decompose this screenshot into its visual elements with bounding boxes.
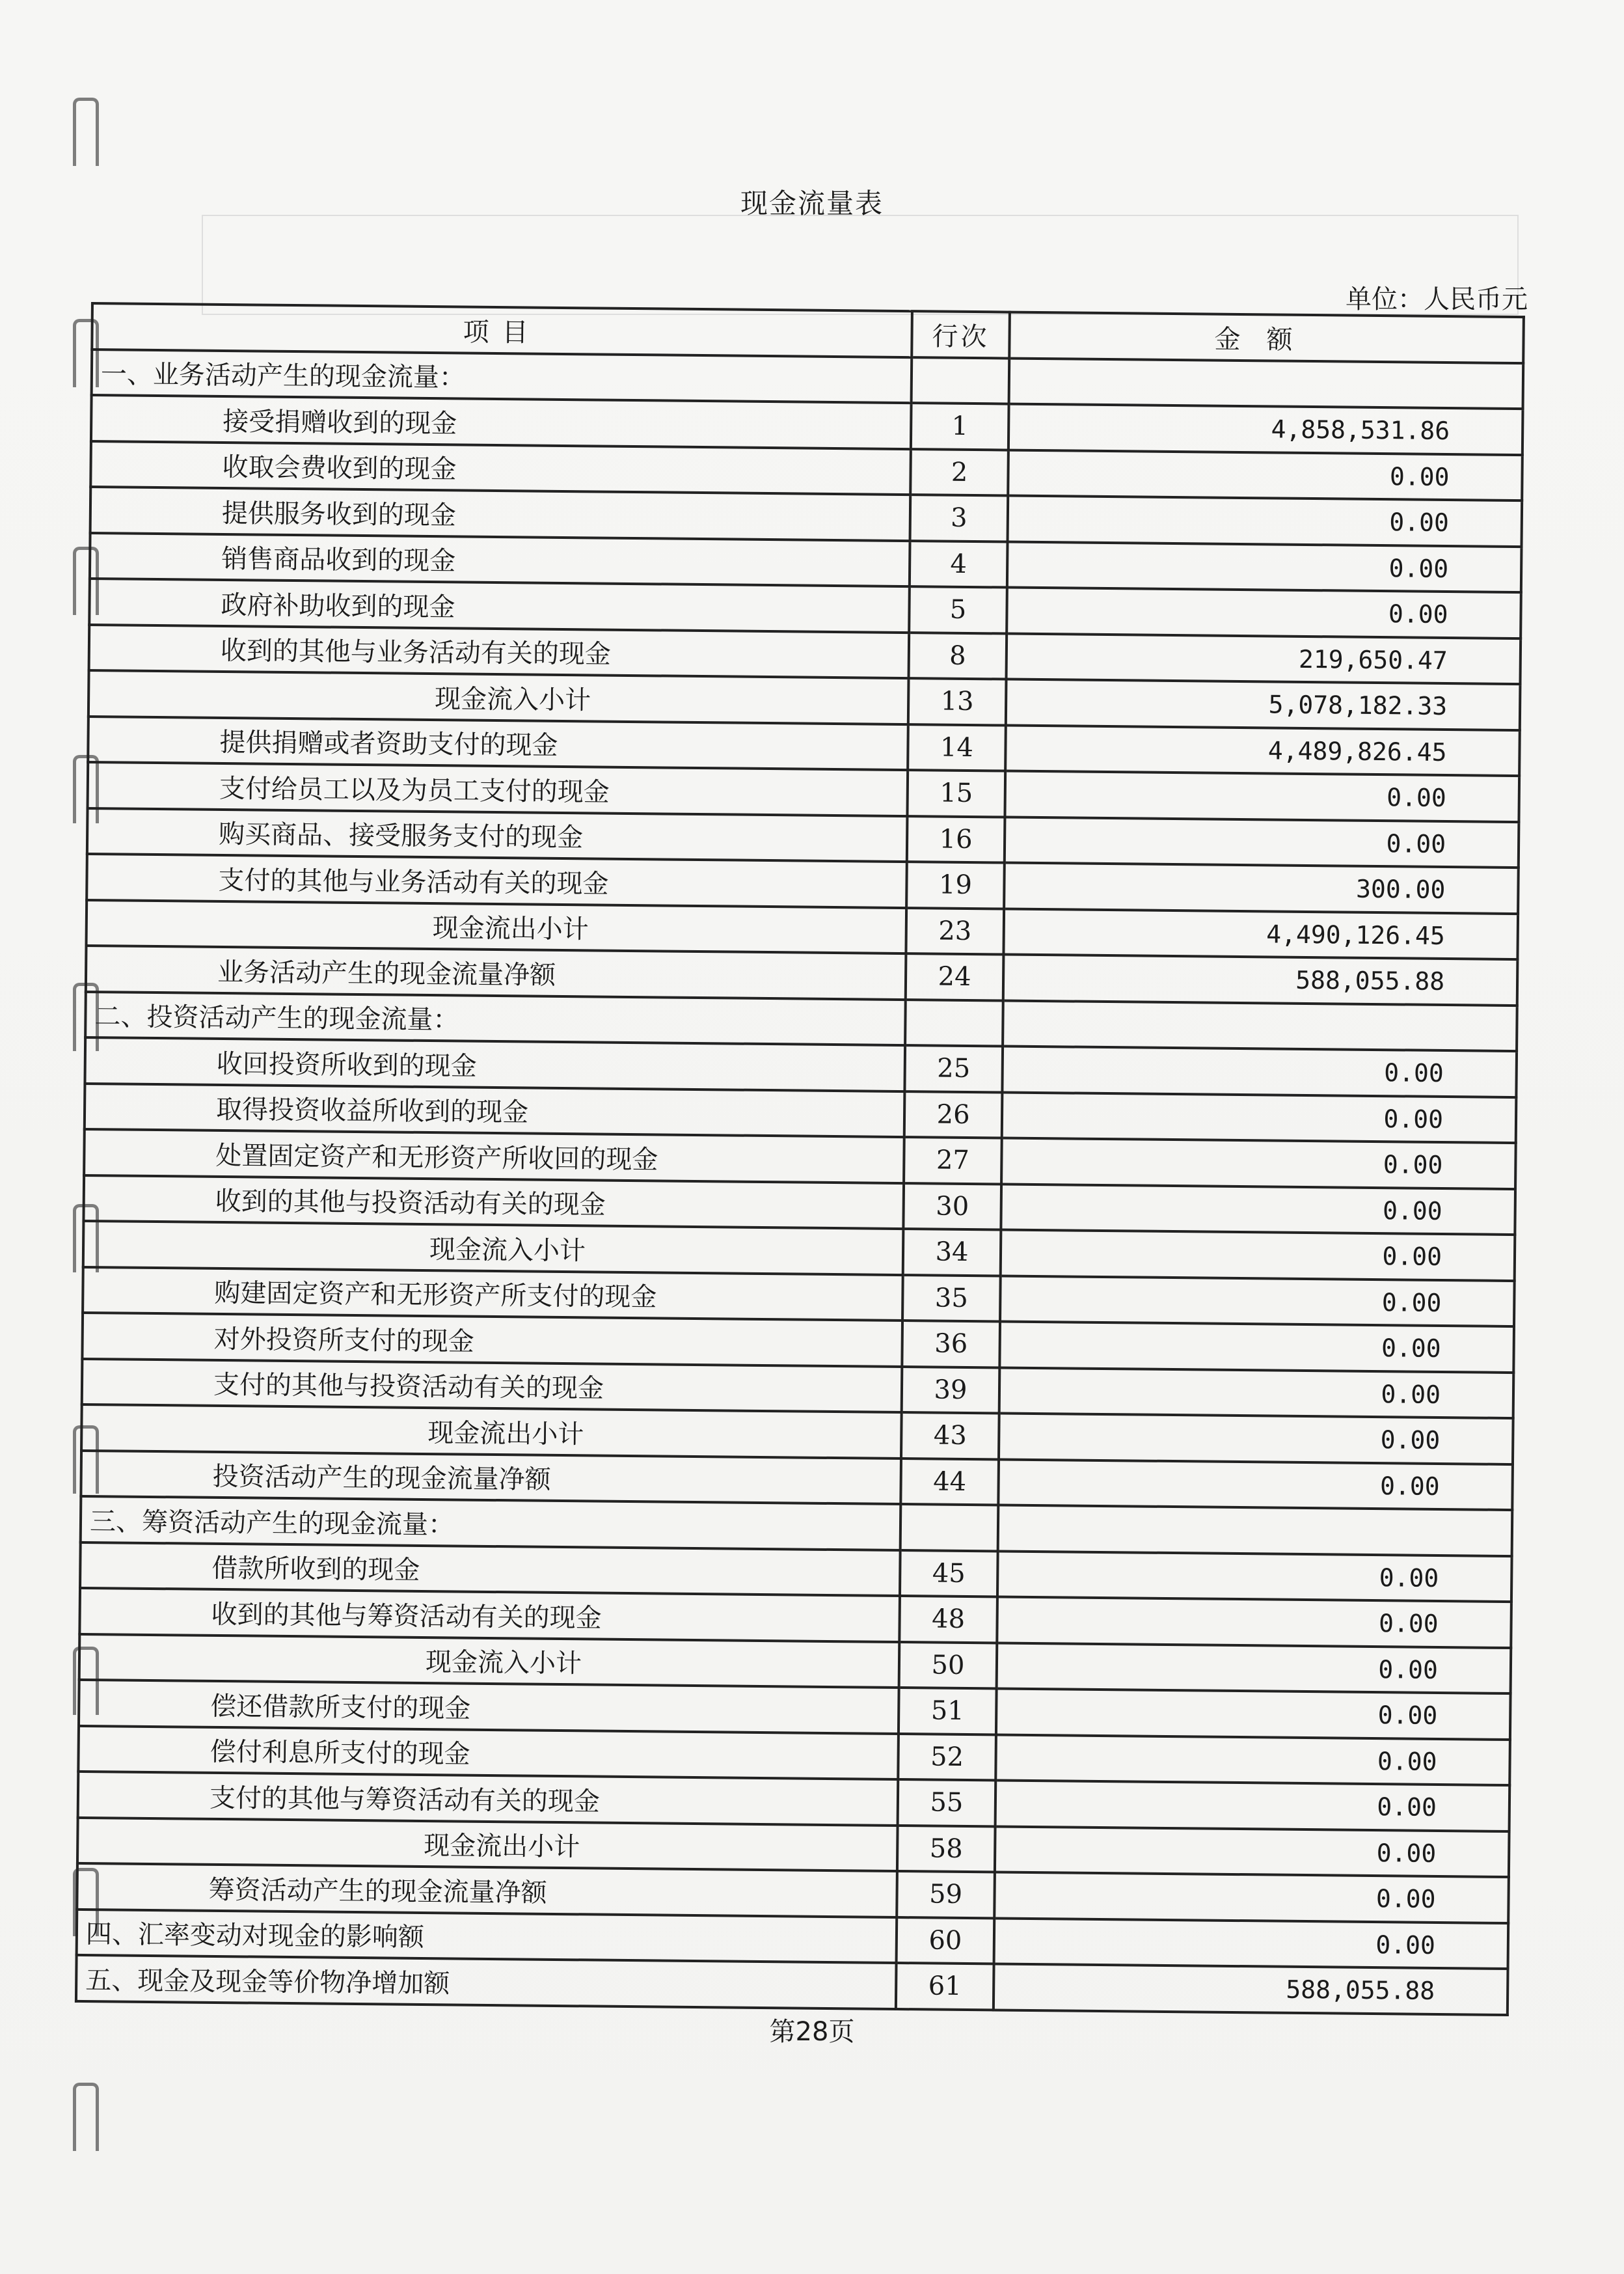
row-amount: 0.00 bbox=[1005, 817, 1519, 868]
row-item-label: 政府补助收到的现金 bbox=[89, 579, 910, 633]
row-item-label: 四、汇率变动对现金的影响额 bbox=[77, 1909, 897, 1963]
row-amount: 0.00 bbox=[999, 1321, 1514, 1372]
row-line-number: 2 bbox=[910, 449, 1008, 496]
row-line-number: 34 bbox=[903, 1229, 1001, 1276]
row-amount: 0.00 bbox=[1000, 1276, 1515, 1326]
row-amount: 4,489,826.45 bbox=[1005, 725, 1520, 776]
row-line-number: 24 bbox=[906, 953, 1004, 1000]
row-line-number: 36 bbox=[902, 1321, 1000, 1367]
row-line-number: 15 bbox=[907, 770, 1005, 817]
row-amount: 4,858,531.86 bbox=[1008, 404, 1523, 455]
row-line-number: 43 bbox=[901, 1412, 999, 1459]
row-amount: 0.00 bbox=[999, 1367, 1514, 1418]
row-line-number: 19 bbox=[906, 862, 1005, 909]
row-line-number: 59 bbox=[897, 1871, 995, 1918]
row-line-number bbox=[912, 357, 1010, 404]
row-line-number: 45 bbox=[900, 1550, 998, 1597]
row-item-label: 三、筹资活动产生的现金流量： bbox=[81, 1496, 901, 1550]
row-item-label: 收到的其他与筹资活动有关的现金 bbox=[79, 1588, 900, 1642]
binder-clip-mark bbox=[73, 2083, 99, 2151]
row-line-number: 44 bbox=[900, 1459, 999, 1505]
row-amount: 588,055.88 bbox=[1003, 955, 1518, 1006]
row-line-number: 5 bbox=[909, 586, 1007, 633]
row-amount: 0.00 bbox=[997, 1551, 1512, 1602]
row-line-number: 52 bbox=[898, 1734, 996, 1781]
header-amount: 金额 bbox=[1009, 312, 1524, 363]
row-line-number: 48 bbox=[899, 1596, 997, 1643]
row-amount: 0.00 bbox=[997, 1643, 1511, 1693]
row-amount: 0.00 bbox=[995, 1780, 1510, 1831]
row-line-number: 14 bbox=[908, 724, 1006, 771]
row-line-number: 39 bbox=[902, 1367, 1000, 1414]
row-amount bbox=[998, 1505, 1513, 1555]
row-item-label: 现金流入小计 bbox=[83, 1221, 904, 1275]
row-item-label: 对外投资所支付的现金 bbox=[82, 1313, 902, 1367]
row-line-number: 27 bbox=[904, 1137, 1002, 1184]
row-item-label: 支付给员工以及为员工支付的现金 bbox=[88, 762, 908, 816]
row-item-label: 筹资活动产生的现金流量净额 bbox=[77, 1863, 897, 1917]
cash-flow-table bbox=[75, 302, 1525, 2016]
row-item-label: 支付的其他与业务活动有关的现金 bbox=[87, 854, 907, 908]
row-item-label: 偿付利息所支付的现金 bbox=[78, 1725, 899, 1779]
row-line-number: 50 bbox=[899, 1642, 997, 1689]
row-line-number: 58 bbox=[897, 1826, 995, 1872]
row-item-label: 提供捐赠或者资助支付的现金 bbox=[88, 716, 908, 770]
row-item-label: 五、现金及现金等价物净增加额 bbox=[76, 1955, 897, 2009]
row-amount: 0.00 bbox=[1001, 1138, 1516, 1188]
binder-clip-mark bbox=[73, 98, 99, 166]
row-line-number: 26 bbox=[904, 1091, 1003, 1138]
row-item-label: 现金流入小计 bbox=[88, 670, 909, 724]
row-line-number: 51 bbox=[899, 1688, 997, 1734]
row-item-label: 二、投资活动产生的现金流量： bbox=[85, 991, 906, 1045]
row-item-label: 现金流出小计 bbox=[87, 899, 907, 953]
row-item-label: 现金流出小计 bbox=[77, 1817, 898, 1871]
row-line-number: 23 bbox=[906, 908, 1004, 955]
row-line-number: 4 bbox=[910, 541, 1008, 588]
row-line-number: 30 bbox=[903, 1183, 1001, 1230]
row-amount: 0.00 bbox=[1008, 496, 1522, 547]
row-amount: 0.00 bbox=[1001, 1229, 1515, 1280]
row-amount: 5,078,182.33 bbox=[1006, 679, 1521, 730]
currency-unit: 单位：人民币元 bbox=[1346, 284, 1528, 314]
row-item-label: 购建固定资产和无形资产所支付的现金 bbox=[83, 1267, 903, 1321]
row-line-number: 61 bbox=[896, 1963, 994, 2010]
row-item-label: 取得投资收益所收到的现金 bbox=[85, 1083, 905, 1137]
table-body bbox=[76, 349, 1523, 2015]
row-line-number: 60 bbox=[897, 1917, 995, 1964]
row-item-label: 收到的其他与业务活动有关的现金 bbox=[89, 624, 910, 678]
row-amount: 0.00 bbox=[995, 1734, 1510, 1785]
row-amount: 300.00 bbox=[1004, 863, 1519, 914]
cash-flow-table-wrap bbox=[75, 302, 1522, 2016]
row-line-number: 35 bbox=[902, 1275, 1001, 1322]
row-line-number: 1 bbox=[911, 403, 1009, 450]
header-item: 项目 bbox=[92, 303, 912, 357]
row-amount: 219,650.47 bbox=[1007, 633, 1521, 684]
row-amount: 0.00 bbox=[996, 1688, 1511, 1739]
row-line-number: 16 bbox=[907, 816, 1005, 863]
row-item-label: 收到的其他与投资活动有关的现金 bbox=[83, 1175, 904, 1229]
row-item-label: 一、业务活动产生的现金流量： bbox=[92, 349, 912, 404]
row-amount: 0.00 bbox=[998, 1459, 1513, 1510]
row-item-label: 支付的其他与筹资活动有关的现金 bbox=[78, 1772, 899, 1826]
row-item-label: 借款所收到的现金 bbox=[80, 1542, 900, 1596]
row-amount bbox=[1009, 358, 1524, 409]
row-item-label: 接受捐赠收到的现金 bbox=[91, 395, 912, 449]
row-amount: 0.00 bbox=[1005, 771, 1519, 822]
row-line-number bbox=[900, 1504, 999, 1551]
row-amount: 0.00 bbox=[997, 1596, 1511, 1647]
row-item-label: 偿还借款所支付的现金 bbox=[79, 1680, 899, 1734]
row-line-number bbox=[905, 1000, 1003, 1047]
row-amount: 0.00 bbox=[1008, 450, 1522, 500]
row-line-number: 8 bbox=[909, 633, 1007, 679]
row-item-label: 现金流入小计 bbox=[79, 1634, 900, 1688]
row-amount: 0.00 bbox=[1007, 541, 1522, 592]
row-item-label: 收取会费收到的现金 bbox=[90, 441, 911, 495]
bleed-through-box bbox=[202, 215, 1519, 315]
row-item-label: 业务活动产生的现金流量净额 bbox=[86, 946, 906, 1000]
row-amount: 0.00 bbox=[1002, 1092, 1517, 1143]
row-amount: 0.00 bbox=[994, 1918, 1509, 1969]
row-amount: 588,055.88 bbox=[994, 1964, 1508, 2014]
row-amount: 0.00 bbox=[1007, 588, 1521, 638]
row-item-label: 提供服务收到的现金 bbox=[90, 487, 911, 541]
row-amount: 0.00 bbox=[999, 1413, 1513, 1464]
page-number: 第28页 bbox=[769, 2017, 855, 2047]
row-line-number: 3 bbox=[910, 495, 1008, 541]
row-amount bbox=[1003, 1000, 1517, 1051]
row-line-number: 25 bbox=[904, 1045, 1003, 1092]
row-line-number: 55 bbox=[898, 1779, 996, 1826]
row-item-label: 购买商品、接受服务支付的现金 bbox=[87, 808, 908, 862]
row-amount: 0.00 bbox=[995, 1826, 1509, 1877]
row-amount: 0.00 bbox=[1002, 1047, 1517, 1097]
row-line-number: 13 bbox=[908, 678, 1007, 725]
header-line-no: 行次 bbox=[912, 311, 1010, 358]
row-item-label: 支付的其他与投资活动有关的现金 bbox=[82, 1358, 902, 1412]
row-item-label: 收回投资所收到的现金 bbox=[85, 1037, 905, 1091]
row-item-label: 处置固定资产和无形资产所收回的现金 bbox=[84, 1129, 904, 1183]
row-amount: 0.00 bbox=[1001, 1184, 1515, 1235]
row-item-label: 投资活动产生的现金流量净额 bbox=[81, 1450, 901, 1504]
statement-title: 现金流量表 bbox=[740, 187, 884, 219]
row-item-label: 现金流出小计 bbox=[81, 1404, 902, 1459]
row-amount: 0.00 bbox=[994, 1872, 1509, 1923]
row-item-label: 销售商品收到的现金 bbox=[90, 533, 910, 587]
row-amount: 4,490,126.45 bbox=[1003, 909, 1518, 959]
